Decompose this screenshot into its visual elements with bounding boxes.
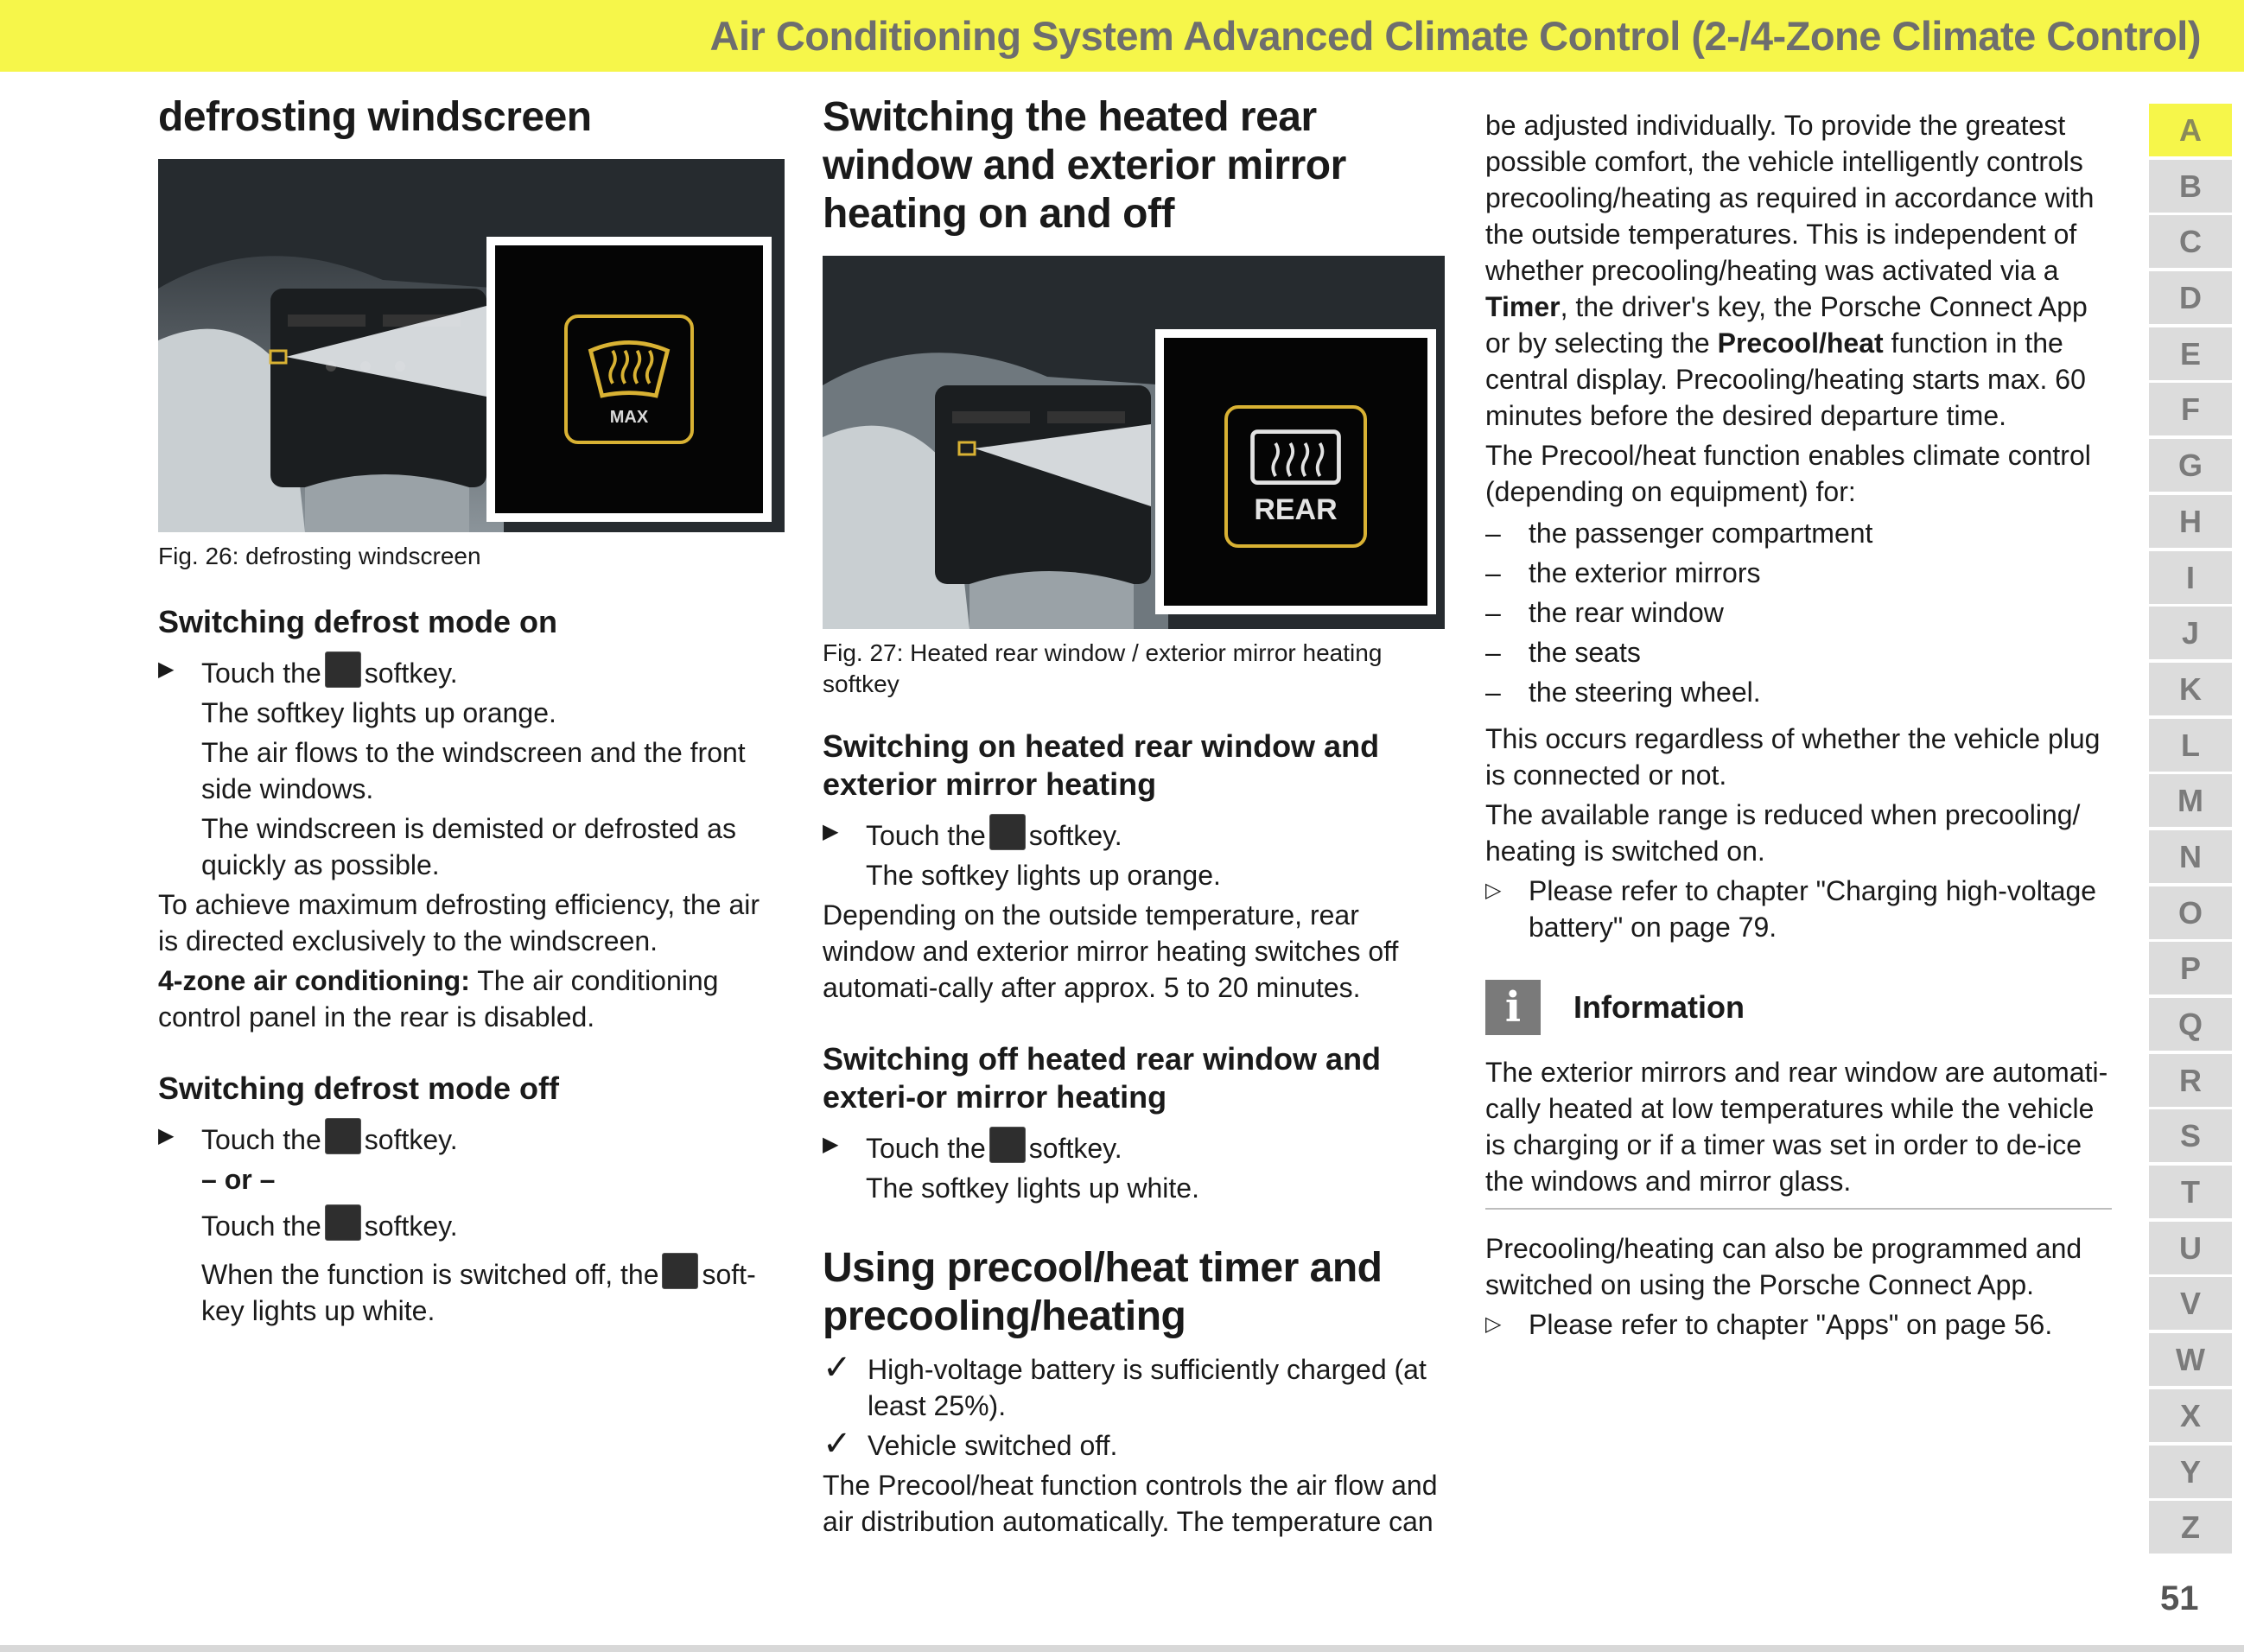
index-letter-x[interactable]: X: [2149, 1389, 2232, 1442]
information-box: [1485, 980, 2112, 1035]
paragraph-4zone: 4-zone air conditioning: The air conditioning control panel in the rear is disabled.: [158, 965, 719, 1032]
page-header: [0, 0, 2244, 72]
reference-item: ▷ Please refer to chapter "Charging high-voltage battery" on page 79.: [1485, 873, 2112, 945]
column-2: [823, 93, 1445, 1543]
index-letter-u[interactable]: U: [2149, 1222, 2232, 1274]
subheading-rear-off: Switching off heated rear window and exteri-or mirror heating: [823, 1041, 1382, 1115]
column-3: [1485, 107, 2112, 1346]
paragraph: The Precool/heat function enables climate control (depending on equipment) for:: [1485, 440, 2091, 507]
or-separator: – or –: [201, 1164, 276, 1195]
information-text: The exterior mirrors and rear window are automati-cally heated at low temperatures while the vehicle is charging or if a timer was set in order to de-ice the windows and mirror glass.: [1485, 1057, 2108, 1197]
index-letter-l[interactable]: L: [2149, 719, 2232, 772]
step-rear-off: ▶ Touch the softkey.: [823, 1127, 1445, 1166]
paragraph: To achieve maximum defrosting efficiency, the air is directed exclusively to the windscreen.: [158, 889, 760, 956]
section-heading-defrost: defrosting windscreen: [158, 94, 592, 140]
step-alt: Touch the softkey.: [158, 1204, 785, 1244]
fig27-badge-label: REAR: [1254, 493, 1338, 526]
figure-27: [823, 256, 1445, 629]
index-letter-c[interactable]: C: [2149, 215, 2232, 268]
index-letter-k[interactable]: K: [2149, 663, 2232, 715]
triangle-bullet-icon: ▶: [158, 658, 175, 681]
index-letter-w[interactable]: W: [2149, 1333, 2232, 1386]
result-text: When the function is switched off, the soft-key lights up white.: [158, 1253, 785, 1329]
rear-softkey-icon: [989, 1127, 1026, 1163]
column-1: [158, 93, 785, 1332]
triangle-bullet-icon: ▶: [823, 820, 839, 843]
index-letter-j[interactable]: J: [2149, 607, 2232, 659]
result-text: The windscreen is demisted or defrosted as quickly as possible.: [201, 813, 736, 880]
step-rear-on: ▶ Touch the softkey.: [823, 814, 1445, 854]
figure-26: [158, 159, 785, 532]
reference-arrow-icon: ▷: [1485, 879, 1502, 902]
fig26-badge-label: MAX: [609, 408, 649, 427]
index-letter-p[interactable]: P: [2149, 942, 2232, 994]
subheading-rear-on: Switching on heated rear window and exterior mirror heating: [823, 728, 1380, 802]
reference-item: ▷ Please refer to chapter "Apps" on page 56.: [1485, 1306, 2112, 1343]
list-item: – the passenger compartment: [1485, 518, 1873, 549]
paragraph: be adjusted individually. To provide the greatest possible comfort, the vehicle intelligently controls precooling/heating as required in accordance with the outside temperatures. This is independent of whether precooling/heating was activated via a Timer, the driver's key, the Porsche Connect App or by selecting the Precool/heat function in the central display. Precooling/heating starts max. 60 minutes before the desired departure time.: [1485, 110, 2095, 431]
bottom-edge: [0, 1645, 2244, 1652]
subheading-defrost-on: Switching defrost mode on: [158, 604, 558, 639]
result-text: The softkey lights up orange.: [201, 697, 556, 728]
index-letter-f[interactable]: F: [2149, 383, 2232, 435]
defrost-softkey-icon: [325, 1118, 361, 1154]
index-letter-i[interactable]: I: [2149, 551, 2232, 604]
paragraph: The Precool/heat function controls the air flow and air distribution automatically. The temperature can: [823, 1470, 1438, 1537]
list-item: – the exterior mirrors: [1485, 557, 1761, 588]
index-letter-b[interactable]: B: [2149, 160, 2232, 213]
result-text: The air flows to the windscreen and the front side windows.: [201, 737, 746, 804]
index-letter-q[interactable]: Q: [2149, 998, 2232, 1051]
defrost-softkey-icon: [325, 651, 361, 688]
index-letter-s[interactable]: S: [2149, 1109, 2232, 1162]
rear-defrost-icon: [1224, 405, 1367, 548]
page-number: 51: [2160, 1579, 2199, 1617]
list-item: – the seats: [1485, 637, 1641, 668]
information-label: Information: [1573, 989, 1745, 1025]
paragraph: This occurs regardless of whether the vehicle plug is connected or not.: [1485, 723, 2101, 791]
index-letter-y[interactable]: Y: [2149, 1446, 2232, 1498]
list-item: – the steering wheel.: [1485, 677, 1761, 708]
checkmark-icon: ✓: [823, 1349, 852, 1387]
divider: [1485, 1208, 2112, 1210]
rear-softkey-icon: [989, 814, 1026, 850]
result-text: The softkey lights up white.: [866, 1172, 1199, 1204]
index-letter-d[interactable]: D: [2149, 271, 2232, 324]
list-item: – the rear window: [1485, 597, 1724, 628]
result-text: The softkey lights up orange.: [866, 860, 1221, 891]
subheading-defrost-off: Switching defrost mode off: [158, 1071, 559, 1106]
alphabet-index: [2149, 104, 2232, 1557]
auto-softkey-icon: [325, 1204, 361, 1241]
checkmark-icon: ✓: [823, 1425, 852, 1463]
index-letter-g[interactable]: G: [2149, 439, 2232, 492]
section-heading-rear-window: Switching the heated rear window and exterior mirror heating on and off: [823, 94, 1346, 237]
index-letter-z[interactable]: Z: [2149, 1501, 2232, 1554]
index-letter-v[interactable]: V: [2149, 1277, 2232, 1330]
index-letter-o[interactable]: O: [2149, 886, 2232, 939]
paragraph: Precooling/heating can also be programmed and switched on using the Porsche Connect App.: [1485, 1233, 2082, 1300]
index-letter-n[interactable]: N: [2149, 830, 2232, 883]
step-defrost-on: ▶ Touch the softkey.: [158, 651, 785, 691]
paragraph: Depending on the outside temperature, rear window and exterior mirror heating switches off automati-cally after approx. 5 to 20 minutes.: [823, 899, 1399, 1003]
figure-26-caption: Fig. 26: defrosting windscreen: [158, 543, 481, 569]
requirement-item: ✓ High-voltage battery is sufficiently charged (at least 25%).: [823, 1349, 1427, 1421]
index-letter-t[interactable]: T: [2149, 1166, 2232, 1218]
triangle-bullet-icon: ▶: [158, 1124, 175, 1147]
header-title: Air Conditioning System Advanced Climate Control (2-/4-Zone Climate Control): [709, 13, 2201, 59]
triangle-bullet-icon: ▶: [823, 1133, 839, 1156]
defrost-softkey-icon: [662, 1253, 698, 1289]
figure-26-inset: [486, 237, 772, 522]
index-letter-a[interactable]: A: [2149, 104, 2232, 156]
step-defrost-off: ▶ Touch the softkey.: [158, 1118, 785, 1158]
figure-27-inset: [1155, 329, 1436, 614]
defrost-max-icon: [564, 315, 694, 444]
index-letter-m[interactable]: M: [2149, 774, 2232, 827]
requirement-item: ✓ Vehicle switched off.: [823, 1425, 1118, 1463]
index-letter-h[interactable]: H: [2149, 495, 2232, 548]
info-icon: i: [1485, 980, 1541, 1035]
index-letter-r[interactable]: R: [2149, 1054, 2232, 1107]
index-letter-e[interactable]: E: [2149, 327, 2232, 380]
figure-27-caption: Fig. 27: Heated rear window / exterior mirror heating softkey: [823, 639, 1383, 697]
reference-arrow-icon: ▷: [1485, 1312, 1502, 1336]
paragraph: The available range is reduced when precooling/ heating is switched on.: [1485, 799, 2081, 867]
section-heading-timer: Using precool/heat timer and precooling/heating: [823, 1245, 1383, 1339]
